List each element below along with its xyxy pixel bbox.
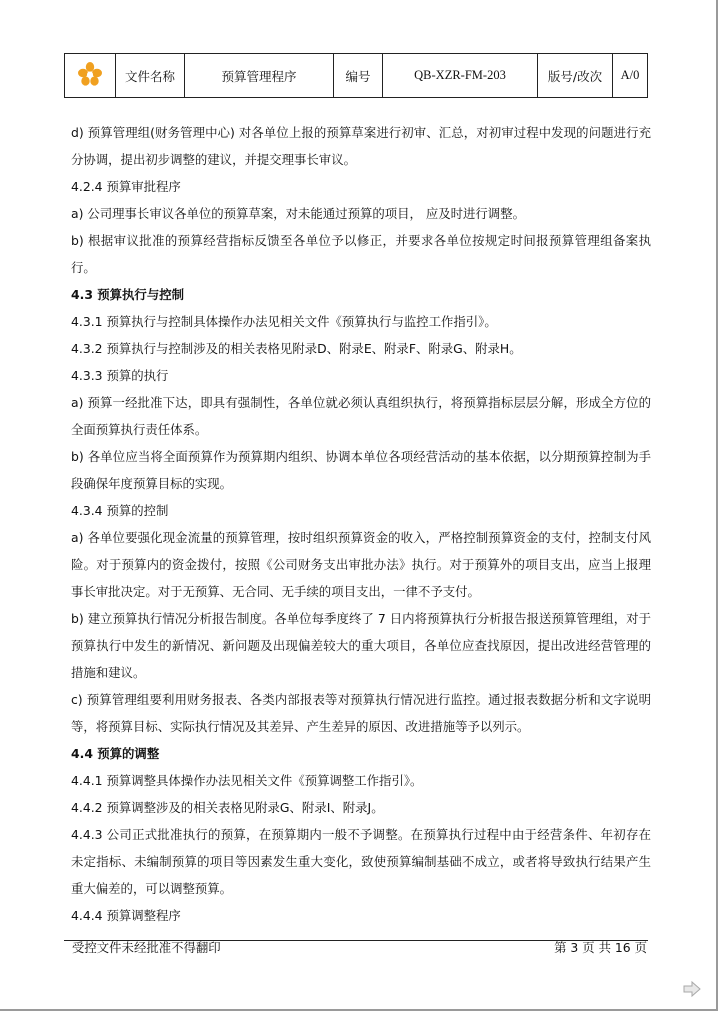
footer-page-number: 第 3 页 共 16 页	[554, 940, 647, 955]
section-heading: 4.3 预算执行与控制	[71, 287, 184, 302]
body-paragraph: a) 预算一经批准下达，即具有强制性，各单位就必须认真组织执行，将预算指标层层分解，形成全方位的全面预算执行责任体系。	[71, 395, 651, 437]
body-paragraph: a) 公司理事长审议各单位的预算草案，对未能通过预算的项目， 应及时进行调整。	[71, 206, 525, 221]
file-name-value: 预算管理程序	[185, 54, 334, 98]
section-heading: 4.4 预算的调整	[71, 746, 160, 761]
body-paragraph: 4.3.4 预算的控制	[71, 503, 169, 518]
body-paragraph: 4.2.4 预算审批程序	[71, 179, 181, 194]
body-paragraph: 4.4.4 预算调整程序	[71, 908, 181, 923]
company-logo-icon	[77, 61, 103, 87]
footer-control-notice: 受控文件未经批准不得翻印	[72, 940, 221, 955]
body-paragraph: 4.4.1 预算调整具体操作办法见相关文件《预算调整工作指引》。	[71, 773, 423, 788]
body-paragraph: 4.3.2 预算执行与控制涉及的相关表格见附录D、附录E、附录F、附录G、附录H。	[71, 341, 522, 356]
body-paragraph: b) 根据审议批准的预算经营指标反馈至各单位予以修正，并要求各单位按规定时间报预算管理组备案执行。	[71, 233, 651, 275]
number-value: QB-XZR-FM-203	[383, 54, 538, 98]
version-value: A/0	[613, 54, 648, 98]
document-header-table	[64, 53, 648, 98]
body-paragraph: 4.3.3 预算的执行	[71, 368, 169, 383]
version-label: 版号/改次	[538, 54, 613, 98]
document-body	[71, 119, 651, 929]
next-page-arrow-icon[interactable]	[682, 979, 702, 999]
body-paragraph: d) 预算管理组(财务管理中心) 对各单位上报的预算草案进行初审、汇总，对初审过程中发现的问题进行充分协调，提出初步调整的建议，并提交理事长审议。	[71, 125, 651, 167]
body-paragraph: b) 建立预算执行情况分析报告制度。各单位每季度终了 7 日内将预算执行分析报告报送预算管理组，对于预算执行中发生的新情况、新问题及出现偏差较大的重大项目，各单位应查找原因，提出改进经营管理的措施和建议。	[71, 611, 651, 680]
body-paragraph: 4.4.2 预算调整涉及的相关表格见附录G、附录I、附录J。	[71, 800, 384, 815]
number-label: 编号	[334, 54, 383, 98]
body-paragraph: 4.4.3 公司正式批准执行的预算，在预算期内一般不予调整。在预算执行过程中由于经营条件、年初存在未定指标、未编制预算的项目等因素发生重大变化，致使预算编制基础不成立，或者将导致执行结果产生重大偏差的，可以调整预算。	[71, 827, 651, 896]
file-name-label: 文件名称	[116, 54, 185, 98]
body-paragraph: b) 各单位应当将全面预算作为预算期内组织、协调本单位各项经营活动的基本依据，以分期预算控制为手段确保年度预算目标的实现。	[71, 449, 651, 491]
body-paragraph: 4.3.1 预算执行与控制具体操作办法见相关文件《预算执行与监控工作指引》。	[71, 314, 497, 329]
body-paragraph: c) 预算管理组要利用财务报表、各类内部报表等对预算执行情况进行监控。通过报表数据分析和文字说明等，将预算目标、实际执行情况及其差异、产生差异的原因、改进措施等予以列示。	[71, 692, 651, 734]
body-paragraph: a) 各单位要强化现金流量的预算管理，按时组织预算资金的收入，严格控制预算资金的支付，控制支付风险。对于预算内的资金拨付，按照《公司财务支出审批办法》执行。对于预算外的项目支出，应当上报理事长审批决定。对于无预算、无合同、无手续的项目支出，一律不予支付。	[71, 530, 651, 599]
logo-cell	[65, 54, 116, 98]
